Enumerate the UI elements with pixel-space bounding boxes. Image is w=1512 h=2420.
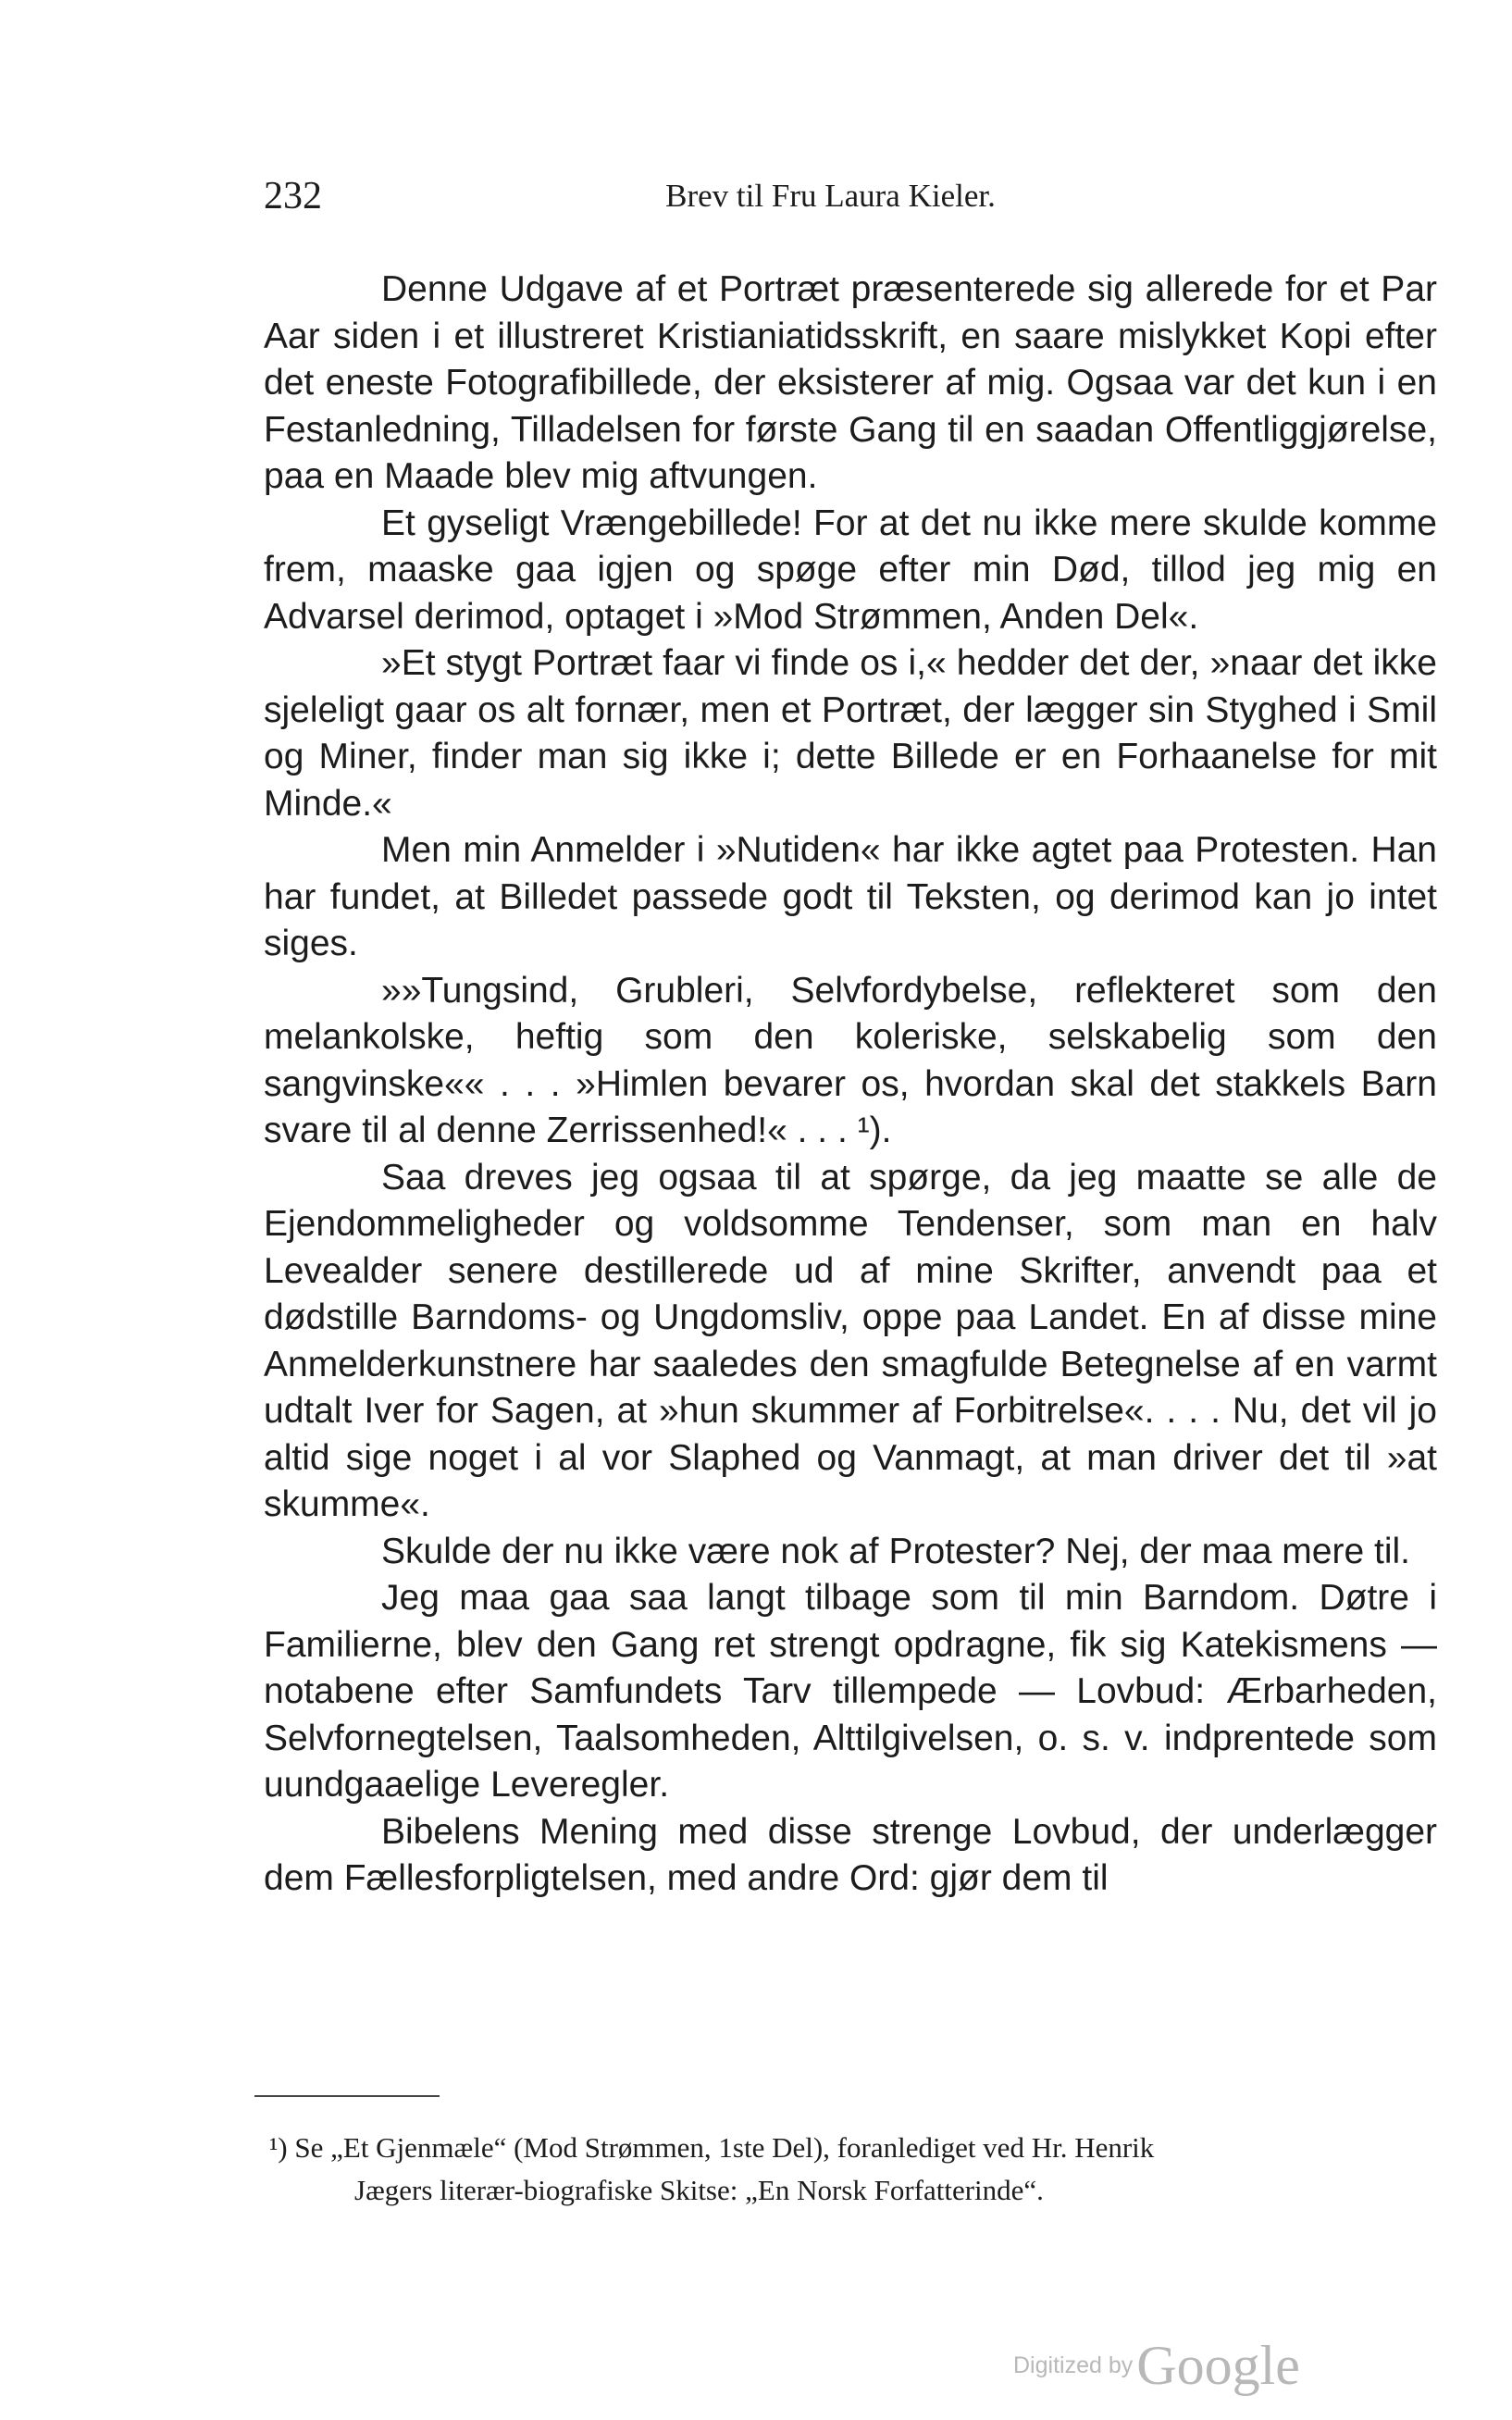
paragraph: »»Tungsind, Grubleri, Selvfordybelse, reflekteret som den melankolske, heftig som den koleriske, selskabelig som den sangvinske«« . . . »Himlen bevarer os, hvordan skal det stakkels Barn svare til al denne Zerrissenhed!« . . . ¹).	[264, 970, 1437, 1150]
page-header	[264, 174, 1397, 230]
paragraph: Saa dreves jeg ogsaa til at spørge, da jeg maatte se alle de Ejendommeligheder og voldsomme Tendenser, som man en halv Levealder senere destillerede ud af mine Skrifter, anvendt paa et dødstille Barndoms- og Ungdomsliv, oppe paa Landet. En af disse mine Anmelderkunstnere har saaledes den smagfulde Betegnelse af en varmt udtalt Iver for Sagen, at »hun skummer af Forbitrelse«. . . . Nu, det vil jo altid sige noget i al vor Slaphed og Vanmagt, at man driver det til »at skumme«.	[264, 1157, 1437, 1524]
paragraph: Denne Udgave af et Portræt præsenterede sig allerede for et Par Aar siden i et illustreret Kristianiatidsskrift, en saare mislykket Kopi efter det eneste Fotografibillede, der eksisterer af mig. Ogsaa var det kun i en Festanledning, Tilladelsen for første Gang til en saadan Offentliggjørelse, paa en Maade blev mig aftvungen.	[264, 269, 1437, 496]
running-head: Brev til Fru Laura Kieler.	[665, 178, 996, 214]
body-text	[264, 267, 1437, 1903]
digitized-by-google-watermark	[1013, 2334, 1300, 2398]
page-number: 232	[264, 175, 322, 217]
watermark-prefix: Digitized by	[1013, 2352, 1134, 2378]
paragraph: Et gyseligt Vrængebillede! For at det nu ikke mere skulde komme frem, maaske gaa igjen og spøge efter min Død, tillod jeg mig en Advarsel derimod, optaget i »Mod Strømmen, Anden Del«.	[264, 503, 1437, 637]
paragraph: »Et stygt Portræt faar vi finde os i,« hedder det der, »naar det ikke sjeleligt gaar os alt fornær, men et Portræt, der lægger sin Styghed i Smil og Miner, finder man sig ikke i; dette Billede er en Forhaanelse for mit Minde.«	[264, 643, 1437, 824]
footnote-rule	[254, 2095, 440, 2097]
paragraph: Bibelens Mening med disse strenge Lovbud, der underlægger dem Fællesforpligtelsen, med andre Ord: gjør dem til	[264, 1811, 1437, 1898]
footnote	[264, 2127, 1437, 2212]
paragraph: Skulde der nu ikke være nok af Protester? Nej, der maa mere til.	[381, 1531, 1410, 1571]
google-logo: Google	[1136, 2335, 1300, 2396]
footnote-line: Jægers literær-biografiske Skitse: „En Norsk Forfatterinde“.	[354, 2174, 1044, 2206]
paragraph: Men min Anmelder i »Nutiden« har ikke agtet paa Protesten. Han har fundet, at Billedet passede godt til Teksten, og derimod kan jo intet siges.	[264, 830, 1437, 963]
paragraph: Jeg maa gaa saa langt tilbage som til min Barndom. Døtre i Familierne, blev den Gang ret strengt opdragne, fik sig Katekismens — notabene efter Samfundets Tarv tillempede — Lovbud: Ærbarheden, Selvfornegtelsen, Taalsomheden, Alttilgivelsen, o. s. v. indprentede som uundgaaelige Leveregler.	[264, 1578, 1437, 1805]
footnote-line: ¹) Se „Et Gjenmæle“ (Mod Strømmen, 1ste Del), foranlediget ved Hr. Henrik	[269, 2131, 1155, 2164]
